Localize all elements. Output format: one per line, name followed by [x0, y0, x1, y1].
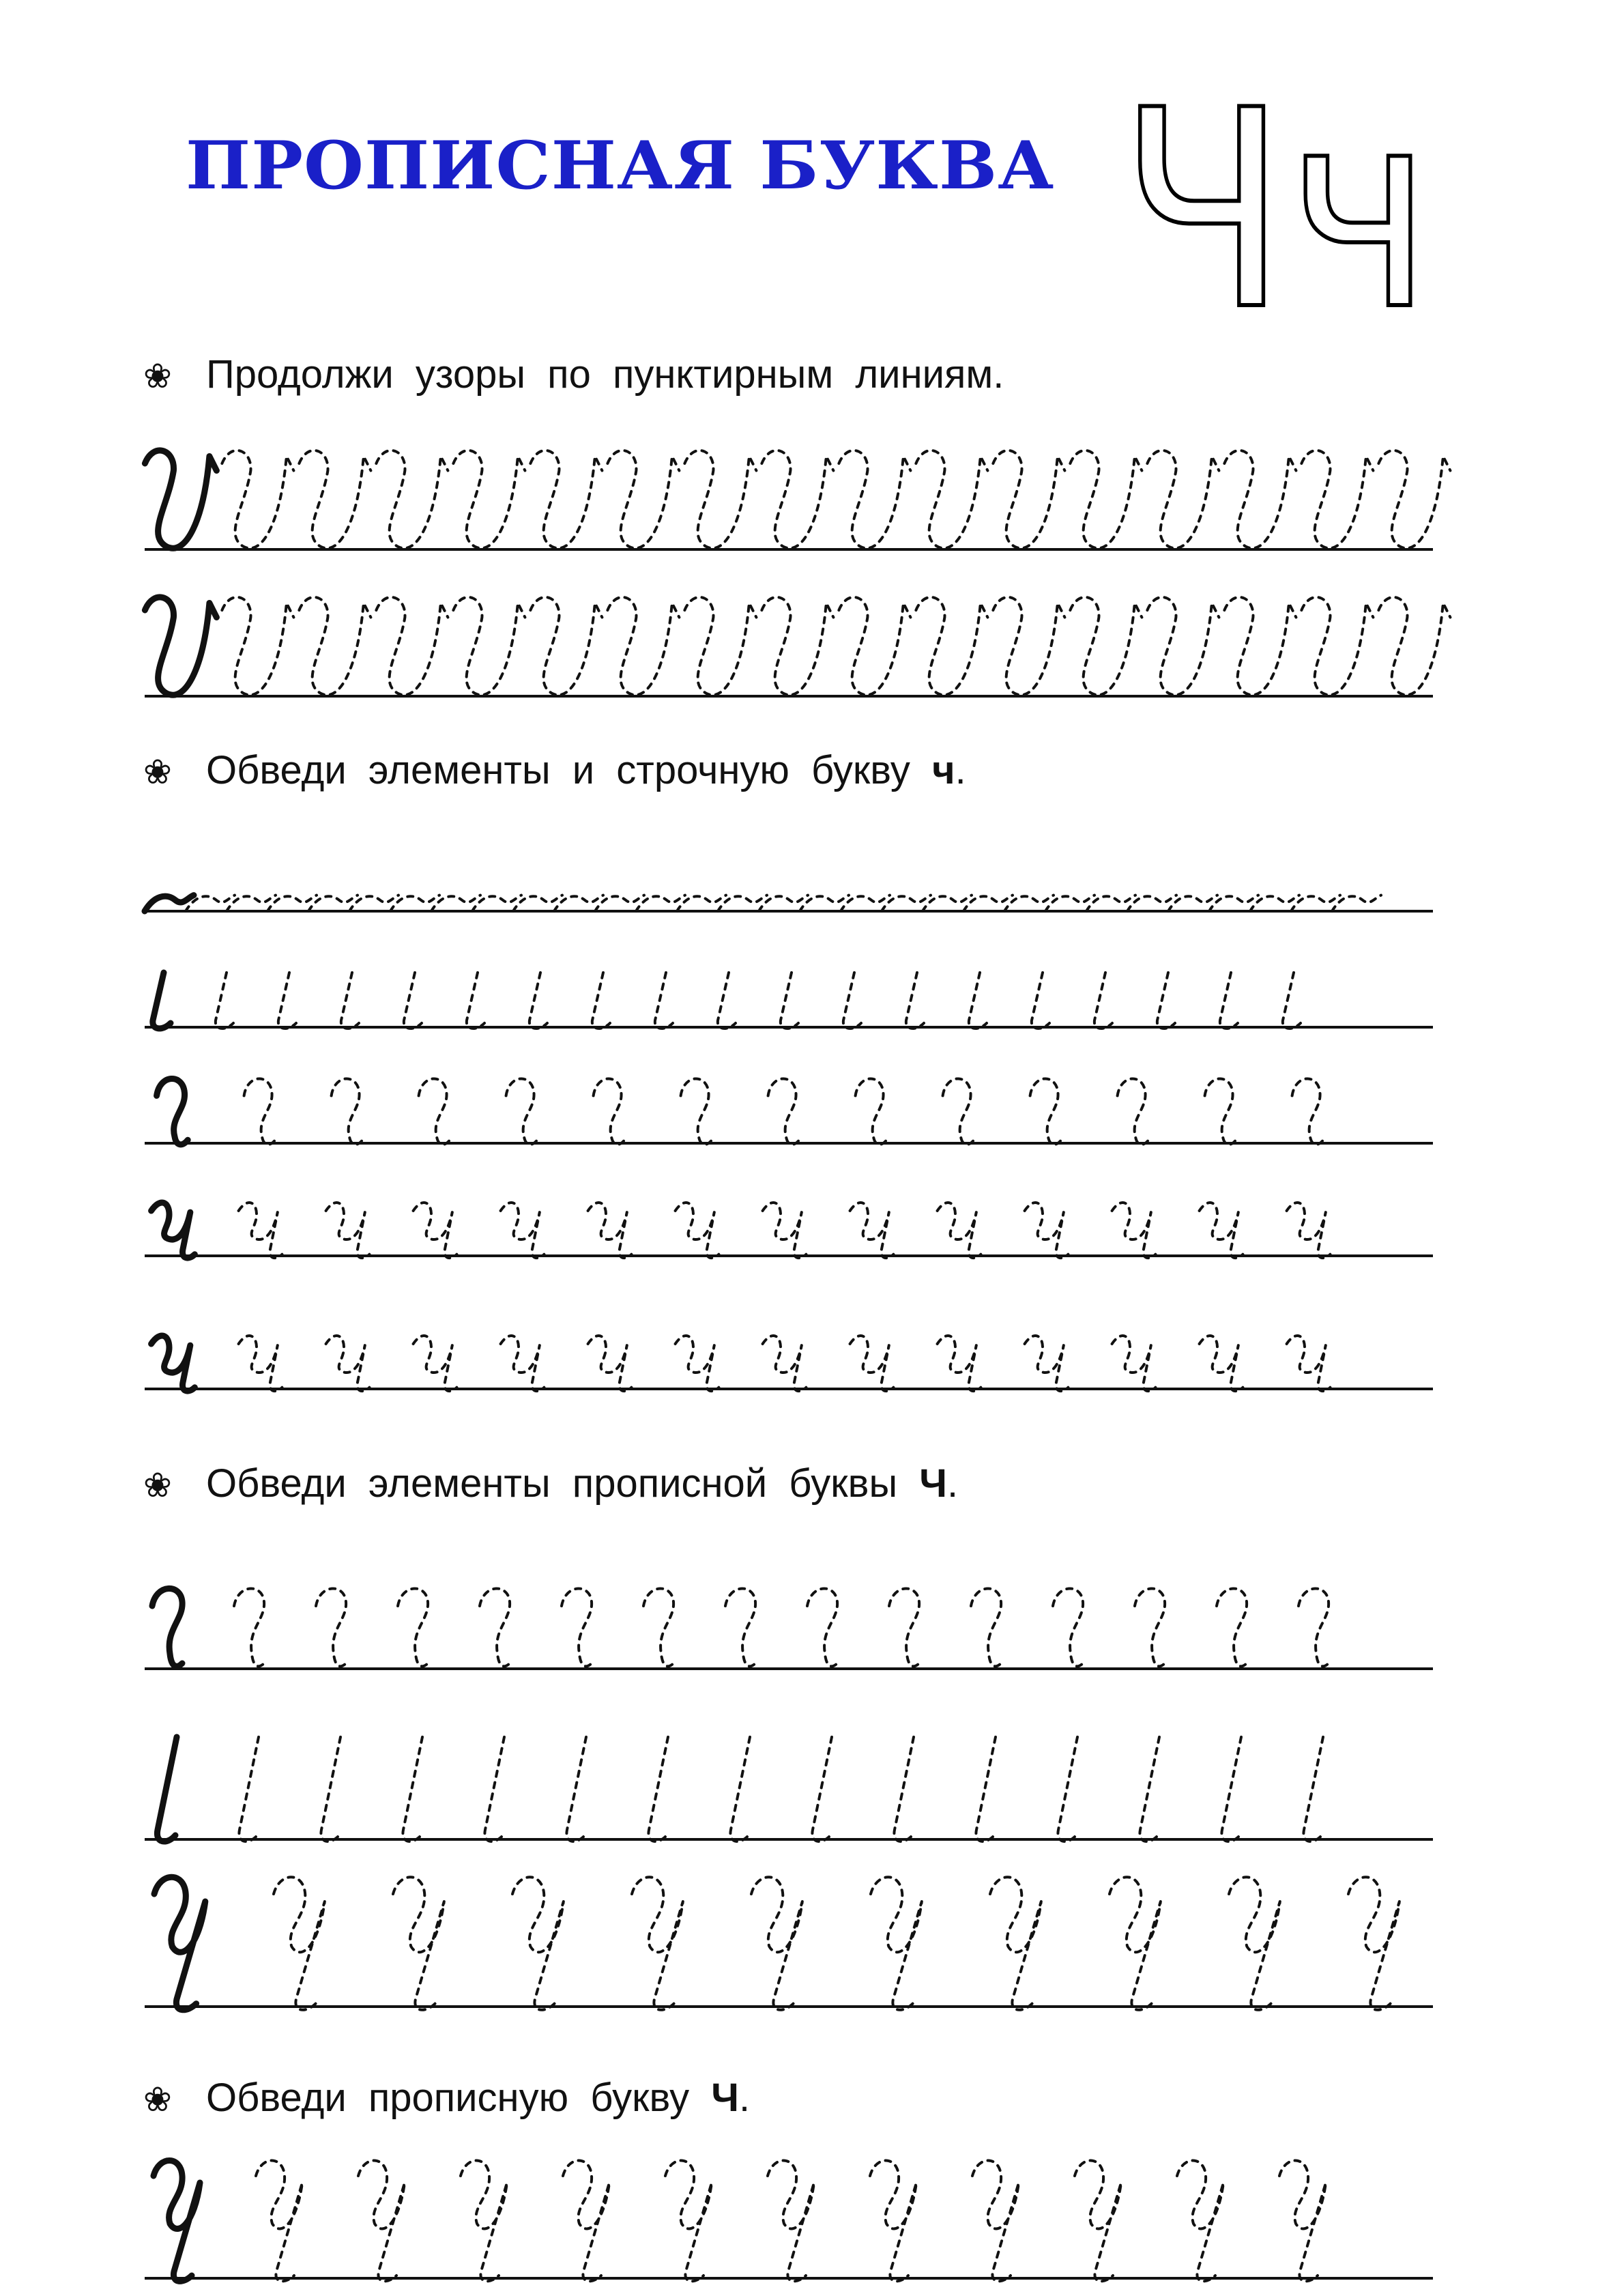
- capital-row-top-trace: [562, 1588, 592, 1666]
- capital-row-stick-trace: [1221, 1737, 1241, 1841]
- capital-row-stick-sample: [157, 1737, 177, 1841]
- element-row-top-trace: [1292, 1078, 1324, 1144]
- pattern-row-1-trace: [1224, 450, 1296, 548]
- capital-letter-row-trace: [256, 2161, 302, 2282]
- pattern-row-1-trace: [993, 450, 1064, 548]
- pattern-row-2-trace: [762, 597, 833, 695]
- instruction-3-letter: Ч: [919, 1461, 948, 1506]
- capital-row-stick-trace: [1140, 1737, 1159, 1841]
- element-row-ch-trace: [938, 1203, 981, 1258]
- outlined-letter-pair: Чч: [1119, 53, 1433, 370]
- capital-row-top-trace: [398, 1588, 428, 1666]
- element-row-top-sample: [157, 1078, 188, 1144]
- instruction-1-text: Продолжи узоры по пунктирным линиям.: [206, 352, 1004, 397]
- element-row-top-trace: [506, 1078, 538, 1144]
- capital-row-top-trace: [480, 1588, 510, 1666]
- pattern-row-1-trace: [453, 450, 525, 548]
- element-row-ch-full-sample: [151, 1336, 195, 1391]
- capital-row-ch-trace: [512, 1877, 564, 2010]
- instruction-4-text: Обведи прописную букву: [206, 2076, 712, 2120]
- element-row-ch-trace: [326, 1203, 370, 1258]
- element-row-ch-full-trace: [850, 1336, 894, 1391]
- pattern-row-2-trace: [1378, 597, 1450, 695]
- flower-icon: ❀: [143, 357, 172, 395]
- pattern-row-2-trace: [1301, 597, 1373, 695]
- element-row-ch-trace: [501, 1203, 545, 1258]
- element-row-ch-trace: [414, 1203, 457, 1258]
- element-row-ch-full-trace: [676, 1336, 719, 1391]
- flower-icon: ❀: [143, 1466, 172, 1504]
- element-row-top-trace: [594, 1078, 625, 1144]
- element-row-top-trace: [856, 1078, 887, 1144]
- element-row-top-trace: [768, 1078, 800, 1144]
- pattern-row-1-sample: [145, 450, 216, 548]
- capital-row-stick-trace: [403, 1737, 422, 1841]
- element-row-top-trace: [1030, 1078, 1062, 1144]
- element-row-ch-full-trace: [326, 1336, 370, 1391]
- capital-row-ch-trace: [1110, 1877, 1161, 2010]
- capital-row-stick-trace: [812, 1737, 832, 1841]
- element-row-stick-trace: [906, 973, 924, 1029]
- element-row-stick-trace: [592, 973, 610, 1029]
- capital-row-stick-trace: [976, 1737, 996, 1841]
- element-row-ch-full-trace: [1025, 1336, 1069, 1391]
- capital-row-ch-trace: [1348, 1877, 1400, 2010]
- capital-row-top-trace: [725, 1588, 755, 1666]
- capital-row-top-trace: [807, 1588, 837, 1666]
- capital-letter-row-trace: [358, 2161, 405, 2282]
- element-row-stick-trace: [781, 973, 798, 1029]
- capital-letter-row-trace: [972, 2161, 1019, 2282]
- element-row-ch-trace: [850, 1203, 894, 1258]
- element-row-ch-full-trace: [1112, 1336, 1156, 1391]
- capital-letter-row-trace: [768, 2161, 814, 2282]
- element-row-stick-trace: [655, 973, 673, 1029]
- capital-row-ch-trace: [393, 1877, 444, 2010]
- capital-row-top-sample: [152, 1588, 182, 1666]
- element-row-stick-trace: [467, 973, 484, 1029]
- element-row-top-trace: [332, 1078, 363, 1144]
- element-row-top-trace: [1118, 1078, 1149, 1144]
- capital-letter-row-trace: [665, 2161, 712, 2282]
- pattern-row-2-sample: [145, 597, 216, 695]
- element-row-ch-trace: [239, 1203, 282, 1258]
- capital-letter-row-sample: [154, 2161, 200, 2282]
- pattern-row-2-trace: [993, 597, 1064, 695]
- element-row-stick-trace: [718, 973, 736, 1029]
- flower-icon: ❀: [143, 2080, 172, 2119]
- element-row-stick-sample: [153, 973, 171, 1029]
- element-row-ch-trace: [676, 1203, 719, 1258]
- element-row-ch-full-trace: [588, 1336, 632, 1391]
- pattern-row-2-trace: [916, 597, 987, 695]
- pattern-row-2-trace: [530, 597, 602, 695]
- element-row-ch-full-trace: [239, 1336, 282, 1391]
- pattern-row-1-trace: [1070, 450, 1142, 548]
- element-row-ch-trace: [1025, 1203, 1069, 1258]
- element-row-ch-full-trace: [938, 1336, 981, 1391]
- capital-row-ch-trace: [751, 1877, 802, 2010]
- element-row-ch-full-trace: [763, 1336, 807, 1391]
- instruction-2-text: Обведи элементы и строчную букву: [206, 748, 932, 792]
- capital-row-stick-trace: [730, 1737, 750, 1841]
- pattern-row-2-trace: [684, 597, 756, 695]
- pattern-row-2-trace: [1224, 597, 1296, 695]
- pattern-row-1-trace: [762, 450, 833, 548]
- pattern-row-2-trace: [1147, 597, 1219, 695]
- element-row-ch-trace: [1112, 1203, 1156, 1258]
- instruction-4-end: .: [738, 2076, 751, 2120]
- capital-row-top-trace: [1299, 1588, 1329, 1666]
- pattern-row-1-trace: [376, 450, 448, 548]
- element-row-top-trace: [943, 1078, 974, 1144]
- element-row-ch-full-trace: [1287, 1336, 1331, 1391]
- element-row-ch-full-trace: [414, 1336, 457, 1391]
- capital-letter-row-trace: [870, 2161, 916, 2282]
- element-row-stick-trace: [969, 973, 987, 1029]
- element-row-stick-trace: [216, 973, 233, 1029]
- element-row-ch-sample: [151, 1203, 195, 1258]
- pattern-row-1-trace: [839, 450, 910, 548]
- element-row-stick-trace: [1157, 973, 1175, 1029]
- pattern-row-2-trace: [839, 597, 910, 695]
- element-row-stick-trace: [341, 973, 359, 1029]
- capital-letter-row-trace: [1279, 2161, 1326, 2282]
- instruction-4-letter: Ч: [711, 2076, 739, 2120]
- capital-row-stick-trace: [566, 1737, 586, 1841]
- capital-row-stick-trace: [1058, 1737, 1077, 1841]
- capital-row-stick-trace: [1303, 1737, 1323, 1841]
- instruction-3-end: .: [947, 1461, 959, 1506]
- capital-letter-row-trace: [461, 2161, 507, 2282]
- pattern-row-2-trace: [222, 597, 293, 695]
- element-row-stick-trace: [1220, 973, 1238, 1029]
- pattern-row-1-trace: [1378, 450, 1450, 548]
- capital-row-ch-trace: [274, 1877, 325, 2010]
- pattern-row-1-trace: [530, 450, 602, 548]
- pattern-row-2-trace: [453, 597, 525, 695]
- capital-row-top-trace: [1135, 1588, 1165, 1666]
- element-row-ch-trace: [588, 1203, 632, 1258]
- capital-row-top-trace: [1217, 1588, 1247, 1666]
- capital-row-ch-trace: [1229, 1877, 1280, 2010]
- capital-row-stick-trace: [484, 1737, 504, 1841]
- pattern-row-1-trace: [684, 450, 756, 548]
- capital-row-stick-trace: [648, 1737, 668, 1841]
- pattern-row-2-trace: [376, 597, 448, 695]
- pattern-row-2-trace: [299, 597, 371, 695]
- element-row-top-trace: [681, 1078, 712, 1144]
- element-row-ch-trace: [1200, 1203, 1243, 1258]
- capital-row-top-trace: [889, 1588, 919, 1666]
- capital-letter-row-trace: [563, 2161, 609, 2282]
- element-row-ch-trace: [763, 1203, 807, 1258]
- element-row-hook-trace: [1332, 895, 1381, 911]
- capital-row-top-trace: [316, 1588, 346, 1666]
- capital-letter-row-trace: [1075, 2161, 1121, 2282]
- instruction-3-text: Обведи элементы прописной буквы: [206, 1461, 920, 1506]
- element-row-ch-trace: [1287, 1203, 1331, 1258]
- element-row-top-trace: [244, 1078, 276, 1144]
- pattern-row-1-trace: [607, 450, 679, 548]
- instruction-2-end: .: [955, 748, 966, 792]
- element-row-stick-trace: [278, 973, 296, 1029]
- element-row-stick-trace: [1283, 973, 1301, 1029]
- pattern-row-1-trace: [1301, 450, 1373, 548]
- capital-letter-row-trace: [1177, 2161, 1223, 2282]
- pattern-row-1-trace: [222, 450, 293, 548]
- pattern-row-1-trace: [1147, 450, 1219, 548]
- flower-icon: ❀: [143, 753, 172, 791]
- capital-row-stick-trace: [321, 1737, 340, 1841]
- capital-row-top-trace: [643, 1588, 673, 1666]
- element-row-stick-trace: [404, 973, 422, 1029]
- capital-row-top-trace: [971, 1588, 1001, 1666]
- element-row-top-trace: [419, 1078, 450, 1144]
- element-row-stick-trace: [1094, 973, 1112, 1029]
- capital-row-ch-trace: [990, 1877, 1041, 2010]
- pattern-row-2-trace: [607, 597, 679, 695]
- capital-row-ch-trace: [871, 1877, 922, 2010]
- element-row-stick-trace: [843, 973, 861, 1029]
- capital-row-top-trace: [1053, 1588, 1083, 1666]
- element-row-ch-full-trace: [1200, 1336, 1243, 1391]
- element-row-stick-trace: [530, 973, 547, 1029]
- element-row-ch-full-trace: [501, 1336, 545, 1391]
- capital-row-ch-sample: [154, 1877, 205, 2010]
- capital-row-top-trace: [234, 1588, 264, 1666]
- pattern-row-1-trace: [916, 450, 987, 548]
- page-title: ПРОПИСНАЯ БУКВА: [186, 127, 1055, 204]
- instruction-2-letter: ч: [931, 748, 955, 792]
- pattern-row-2-trace: [1070, 597, 1142, 695]
- capital-row-ch-trace: [632, 1877, 683, 2010]
- capital-row-stick-trace: [894, 1737, 914, 1841]
- pattern-row-1-trace: [299, 450, 371, 548]
- capital-row-stick-trace: [239, 1737, 259, 1841]
- element-row-stick-trace: [1032, 973, 1049, 1029]
- element-row-top-trace: [1205, 1078, 1236, 1144]
